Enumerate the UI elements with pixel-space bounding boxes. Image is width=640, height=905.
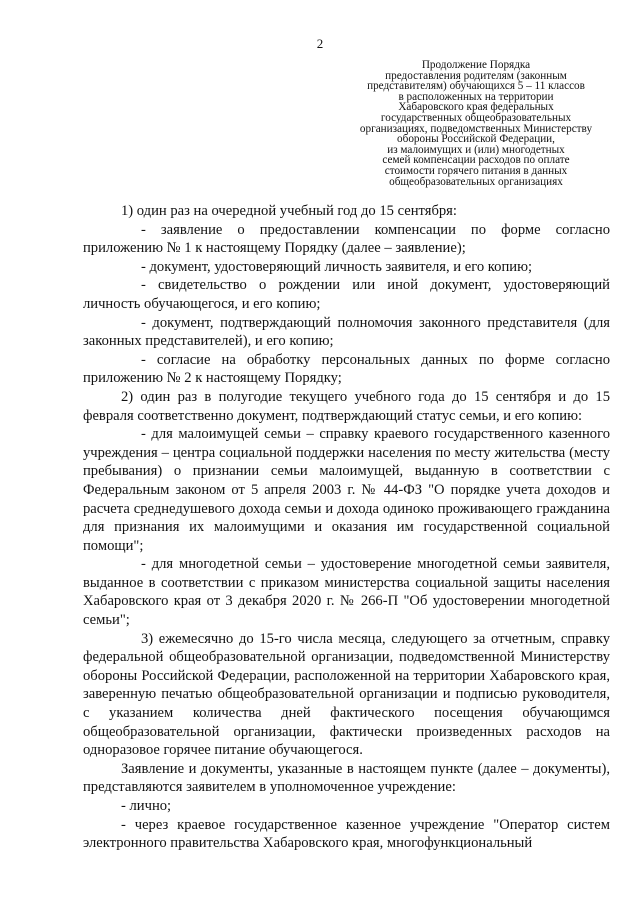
header-line: в расположенных на территории (398, 90, 554, 103)
paragraph-bullet: - документ, удостоверяющий личность заявителя, и его копию; (141, 258, 533, 275)
paragraph-bullet: - лично; (121, 798, 172, 814)
paragraph-item-3: 3) ежемесячно до 15-го числа месяца, следующего за отчетным, справку федеральной общеобразовательной организации, подведомственной Министерству обороны Российской Федерации, расположенной на территории Хабаровского края, заверенную печатью общеобразовательной организации и подписью руководителя, с указанием количества дней фактического посещения обучающимся общеобразовательной организации, фактически произведенных расходов на одноразовое горячее питание обучающегося. (83, 630, 610, 759)
header-line: представителям) обучающихся 5 – 11 классов (367, 80, 585, 93)
paragraph-bullet: - согласие на обработку персональных данных по форме согласно приложению № 2 к настоящему Порядку; (83, 351, 610, 387)
paragraph-text: Заявление и документы, указанные в настоящем пункте (далее – документы), представляются заявителем в уполномоченное учреждение: (83, 760, 610, 796)
paragraph-bullet: - для многодетной семьи – удостоверение многодетной семьи заявителя, выданное в соответствии с приказом министерства социальной защиты населения Хабаровского края от 3 декабря 2020 г. № 266-П "Об удостоверении многодетной семьи"; (83, 556, 610, 629)
header-line: предоставления родителям (законным (385, 69, 567, 82)
paragraph-bullet: - для малоимущей семьи – справку краевого государственного казенного учреждения – центра социальной поддержки населения по месту жительства (месту пребывания) о признании семьи малоимущей, выданную в соответствии с Федеральным законом от 5 апреля 2003 г. № 44-ФЗ "О порядке учета доходов и расчета среднедушевого дохода семьи и дохода одиноко проживающего гражданина для признания их малоимущими и оказания им государственной социальной помощи"; (83, 426, 610, 554)
paragraph-bullet: - свидетельство о рождении или иной документ, удостоверяющий личность обучающегося, и его копию; (83, 277, 610, 312)
header-line: Хабаровского края федеральных (398, 101, 554, 114)
appendix-header (358, 60, 594, 187)
header-line: семей компенсации расходов по оплате (382, 154, 570, 167)
header-line: общеобразовательных организациях (389, 175, 563, 188)
paragraph-item-1: 1) один раз на очередной учебный год до 15 сентября: (121, 203, 457, 219)
paragraph-bullet: - заявление о предоставлении компенсации по форме согласно приложению № 1 к настоящему Порядку (далее – заявление); (83, 221, 610, 257)
header-line: стоимости горячего питания в данных (384, 164, 568, 177)
page-number: 2 (316, 36, 324, 51)
header-line: из малоимущих и (или) многодетных (387, 143, 565, 156)
header-line: государственных общеобразовательных (380, 111, 572, 124)
paragraph-bullet: - документ, подтверждающий полномочия законного представителя (для законных представителей), и его копию; (83, 314, 610, 350)
paragraph-bullet: - через краевое государственное казенное учреждение "Оператор систем электронного правительства Хабаровского края, многофункциональный (83, 816, 610, 852)
header-line: организациях, подведомственных Министерству (359, 122, 593, 135)
header-line: Продолжение Порядка (421, 59, 531, 71)
paragraph-item-2: 2) один раз в полугодие текущего учебного года до 15 сентября и до 15 февраля соответственно документ, подтверждающий статус семьи, и его копию: (83, 388, 610, 424)
document-body (83, 202, 610, 853)
header-line: обороны Российской Федерации, (397, 133, 555, 146)
